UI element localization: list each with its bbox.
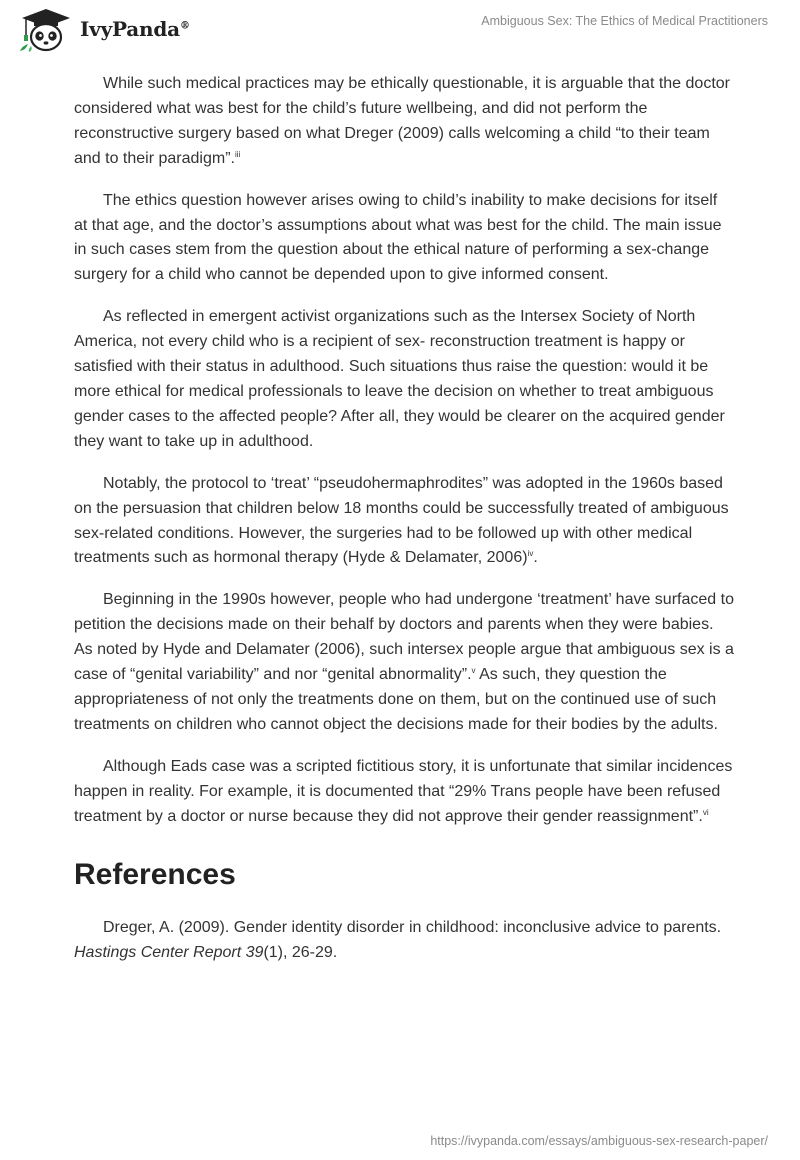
paragraph-text: Beginning in the 1990s however, people who had undergone ‘treatment’ have surfaced to petition the decisions made on their behalf by doctors and parents when they were babies. As noted by Hyde and Delamater (2006), such intersex people argue that ambiguous sex is a case of “genital variability” and nor “genital abnormality”. — [74, 591, 734, 684]
essay-body — [74, 72, 734, 965]
body-paragraph — [74, 588, 734, 737]
reference-entry — [74, 915, 734, 965]
paragraph-text: Notably, the protocol to ‘treat’ “pseudohermaphrodites” was adopted in the 1960s based on the persuasion that children below 18 months could be successfully treated of ambiguous sex-related conditions. However, the surgeries had to be followed up with other medical treatments such as hormonal therapy (Hyde & Delamater, 2006) — [74, 474, 729, 567]
footnote-marker[interactable]: vi — [702, 807, 709, 817]
body-paragraph — [74, 305, 734, 454]
source-url[interactable]: https://ivypanda.com/essays/ambiguous-sex-research-paper/ — [430, 1134, 768, 1148]
document-title: Ambiguous Sex: The Ethics of Medical Practitioners — [481, 14, 768, 28]
paragraph-tail: As such, they question the appropriateness of not only the treatments done on them, but on the continued use of such treatments on children who cannot object the decisions made for their bodies by the adults. — [74, 666, 718, 733]
footnote-marker[interactable]: iii — [234, 149, 241, 159]
body-paragraph — [74, 189, 734, 289]
body-paragraph — [74, 72, 734, 172]
footnote-marker[interactable]: iv — [527, 549, 534, 559]
page-header — [0, 0, 800, 70]
paragraph-text: As reflected in emergent activist organizations such as the Intersex Society of North America, not every child who is a recipient of sex- reconstruction treatment is happy or satisfied with their status in adulthood. Such situations thus raise the question: would it be more ethical for medical professionals to leave the decision on whether to treat ambiguous gender cases to the affected people? After all, they would be clearer on the acquired gender they want to take up in adulthood. — [74, 308, 725, 450]
reference-journal: Hastings Center Report 39 — [74, 944, 264, 962]
paragraph-tail: . — [533, 549, 538, 567]
references-heading: References — [74, 858, 236, 892]
body-paragraph — [74, 472, 734, 572]
registered-mark: ® — [179, 20, 190, 32]
body-paragraph — [74, 755, 734, 830]
reference-issue: (1), 26-29. — [263, 944, 338, 962]
brand-name: IvyPanda® — [80, 17, 190, 41]
paragraph-text: The ethics question however arises owing to child’s inability to make decisions for itself at that age, and the doctor’s assumptions about what was best for the child. The main issue in such cases stem from the question about the ethical nature of performing a sex-change surgery for a child who cannot be depended upon to give informed consent. — [74, 191, 722, 284]
panda-graduate-icon — [16, 6, 74, 52]
paragraph-text: While such medical practices may be ethically questionable, it is arguable that the doctor considered what was best for the child’s future wellbeing, and did not perform the reconstructive surgery based on what Dreger (2009) calls welcoming a child “to their team and to their paradigm”. — [74, 75, 730, 167]
paragraph-text: Although Eads case was a scripted fictitious story, it is unfortunate that similar incidences happen in reality. For example, it is documented that “29% Trans people have been refused treatment by a doctor or nurse because they did not approve their gender reassignment”. — [74, 757, 733, 825]
footnote-marker[interactable]: v — [471, 666, 476, 676]
ivypanda-logo[interactable] — [16, 6, 190, 52]
reference-text: Dreger, A. (2009). Gender identity disorder in childhood: inconclusive advice to parents. — [103, 919, 722, 937]
